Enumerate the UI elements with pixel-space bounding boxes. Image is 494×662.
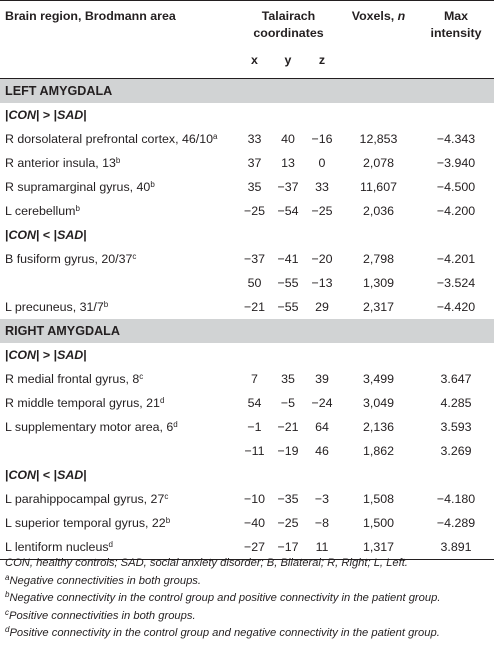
footnote-b: $^b$Negative connectivity in the control group and positive connectivity in the patient group. xyxy=(5,590,441,604)
region-cell xyxy=(0,439,238,463)
intensity-cell: −4.343 xyxy=(436,132,476,146)
table-body xyxy=(0,79,494,560)
intensity-cell: 3.593 xyxy=(440,420,472,434)
header-row xyxy=(0,1,494,43)
voxels-cell: 2,798 xyxy=(362,252,394,266)
z-cell: −25 xyxy=(311,204,333,218)
table-row xyxy=(0,391,494,415)
footnotes xyxy=(5,555,491,643)
region-cell: R dorsolateral prefrontal cortex, 46/10$^a$ xyxy=(5,132,218,146)
x-cell: −25 xyxy=(243,204,266,218)
comparison-label: |CON| < |SAD| xyxy=(5,228,87,242)
table-row xyxy=(0,271,494,295)
y-cell: −17 xyxy=(277,540,299,554)
header-region: Brain region, Brodmann area xyxy=(5,9,176,23)
z-cell: −24 xyxy=(311,396,333,410)
x-cell: −27 xyxy=(243,540,266,554)
voxels-cell: 1,508 xyxy=(362,492,394,506)
x-cell: 7 xyxy=(251,372,258,386)
table-row xyxy=(0,367,494,391)
z-cell: 29 xyxy=(315,300,329,314)
footnote-a: $^a$Negative connectivities in both groups. xyxy=(5,572,201,587)
voxels-cell: 1,317 xyxy=(362,540,394,554)
voxels-cell: 3,049 xyxy=(362,396,394,410)
x-cell: 37 xyxy=(247,156,262,170)
z-cell: 39 xyxy=(315,372,329,386)
region-cell: L precuneus, 31/7$^b$ xyxy=(5,300,109,314)
y-cell: −37 xyxy=(277,180,299,194)
region-cell: R anterior insula, 13$^b$ xyxy=(5,156,121,170)
region-cell: L cerebellum$^b$ xyxy=(5,204,80,218)
table-row xyxy=(0,487,494,511)
table-row xyxy=(0,175,494,199)
x-cell: 54 xyxy=(247,396,262,410)
y-cell: 40 xyxy=(281,132,295,146)
comparison-label: |CON| > |SAD| xyxy=(5,108,87,122)
y-cell: −5 xyxy=(280,396,296,410)
voxels-cell: 3,499 xyxy=(362,372,394,386)
header-x: x xyxy=(251,53,258,67)
z-cell: 46 xyxy=(315,444,329,458)
voxels-cell: 2,036 xyxy=(362,204,394,218)
intensity-cell: 3.269 xyxy=(440,444,472,458)
comparison-row xyxy=(0,223,494,247)
table-row xyxy=(0,511,494,535)
intensity-cell: −4.500 xyxy=(436,180,476,194)
y-cell: −41 xyxy=(277,252,299,266)
z-cell: −8 xyxy=(314,516,330,530)
intensity-cell: −4.180 xyxy=(436,492,476,506)
x-cell: −1 xyxy=(247,420,262,434)
y-cell: −55 xyxy=(277,276,299,290)
intensity-cell: −4.201 xyxy=(436,252,476,266)
header-z: z xyxy=(318,53,326,67)
region-cell: R medial frontal gyrus, 8$^c$ xyxy=(5,372,144,386)
table-row xyxy=(0,151,494,175)
section-title: LEFT AMYGDALA xyxy=(0,79,494,104)
x-cell: 50 xyxy=(247,276,262,290)
table-row xyxy=(0,415,494,439)
header-y: y xyxy=(284,53,292,67)
table-row xyxy=(0,127,494,151)
comparison-row xyxy=(0,463,494,487)
z-cell: −16 xyxy=(311,132,333,146)
x-cell: −11 xyxy=(244,444,265,458)
intensity-cell: 3.891 xyxy=(440,540,472,554)
region-cell: L supplementary motor area, 6$^d$ xyxy=(5,420,178,434)
voxels-cell: 12,853 xyxy=(359,132,398,146)
section-title: RIGHT AMYGDALA xyxy=(0,319,494,343)
header-talairach: Talairach coordinates xyxy=(253,9,324,40)
region-cell: B fusiform gyrus, 20/37$^c$ xyxy=(5,252,137,266)
header-max-intensity: Max intensity xyxy=(430,9,482,40)
section-header xyxy=(0,79,494,104)
z-cell: 64 xyxy=(315,420,329,434)
voxels-cell: 2,078 xyxy=(362,156,394,170)
region-cell: L lentiform nucleus$^d$ xyxy=(5,540,113,554)
y-cell: −35 xyxy=(277,492,299,506)
x-cell: 33 xyxy=(247,132,262,146)
y-cell: 35 xyxy=(281,372,295,386)
region-cell xyxy=(0,271,238,295)
comparison-label: |CON| > |SAD| xyxy=(5,348,87,362)
intensity-cell: −3.524 xyxy=(436,276,476,290)
footnote-d: $^d$Positive connectivity in the control group and negative connectivity in the patient group. xyxy=(5,625,440,639)
intensity-cell: 4.285 xyxy=(440,396,472,410)
voxels-cell: 1,309 xyxy=(362,276,394,290)
intensity-cell: −3.940 xyxy=(436,156,476,170)
z-cell: −13 xyxy=(311,276,333,290)
z-cell: 11 xyxy=(315,540,329,554)
voxels-cell: 1,500 xyxy=(362,516,394,530)
intensity-cell: −4.200 xyxy=(436,204,476,218)
intensity-cell: −4.420 xyxy=(436,300,476,314)
x-cell: 35 xyxy=(247,180,262,194)
y-cell: −25 xyxy=(277,516,299,530)
comparison-row xyxy=(0,343,494,367)
header-voxels: Voxels, n xyxy=(351,9,406,23)
voxels-cell: 2,136 xyxy=(362,420,394,434)
region-cell: R supramarginal gyrus, 40$^b$ xyxy=(5,180,155,194)
table-row xyxy=(0,295,494,319)
section-header xyxy=(0,319,494,343)
table-row xyxy=(0,439,494,463)
comparison-row xyxy=(0,103,494,127)
footnote-abbreviations: CON, healthy controls; SAD, social anxiety disorder; B, Bilateral; R, Right; L, Left. xyxy=(5,557,408,569)
x-cell: −40 xyxy=(243,516,266,530)
y-cell: −21 xyxy=(277,420,299,434)
table-row xyxy=(0,247,494,271)
region-cell: R middle temporal gyrus, 21$^d$ xyxy=(5,396,165,410)
x-cell: −37 xyxy=(243,252,266,266)
table-row xyxy=(0,199,494,223)
intensity-cell: −4.289 xyxy=(436,516,476,530)
coordinate-header-row xyxy=(0,42,494,79)
intensity-cell: 3.647 xyxy=(440,372,472,386)
z-cell: 0 xyxy=(318,156,326,170)
x-cell: −21 xyxy=(243,300,266,314)
comparison-label: |CON| < |SAD| xyxy=(5,468,87,482)
x-cell: −10 xyxy=(243,492,266,506)
voxels-cell: 1,862 xyxy=(362,444,394,458)
voxels-cell: 2,317 xyxy=(362,300,394,314)
y-cell: −54 xyxy=(277,204,299,218)
z-cell: −20 xyxy=(311,252,333,266)
z-cell: −3 xyxy=(314,492,330,506)
y-cell: −55 xyxy=(277,300,299,314)
z-cell: 33 xyxy=(315,180,329,194)
y-cell: 13 xyxy=(281,156,295,170)
voxels-cell: 11,607 xyxy=(360,180,397,194)
footnote-c: $^c$Positive connectivities in both groups. xyxy=(5,607,196,622)
y-cell: −19 xyxy=(277,444,299,458)
region-cell: L superior temporal gyrus, 22$^b$ xyxy=(5,516,171,530)
region-cell: L parahippocampal gyrus, 27$^c$ xyxy=(5,492,169,506)
